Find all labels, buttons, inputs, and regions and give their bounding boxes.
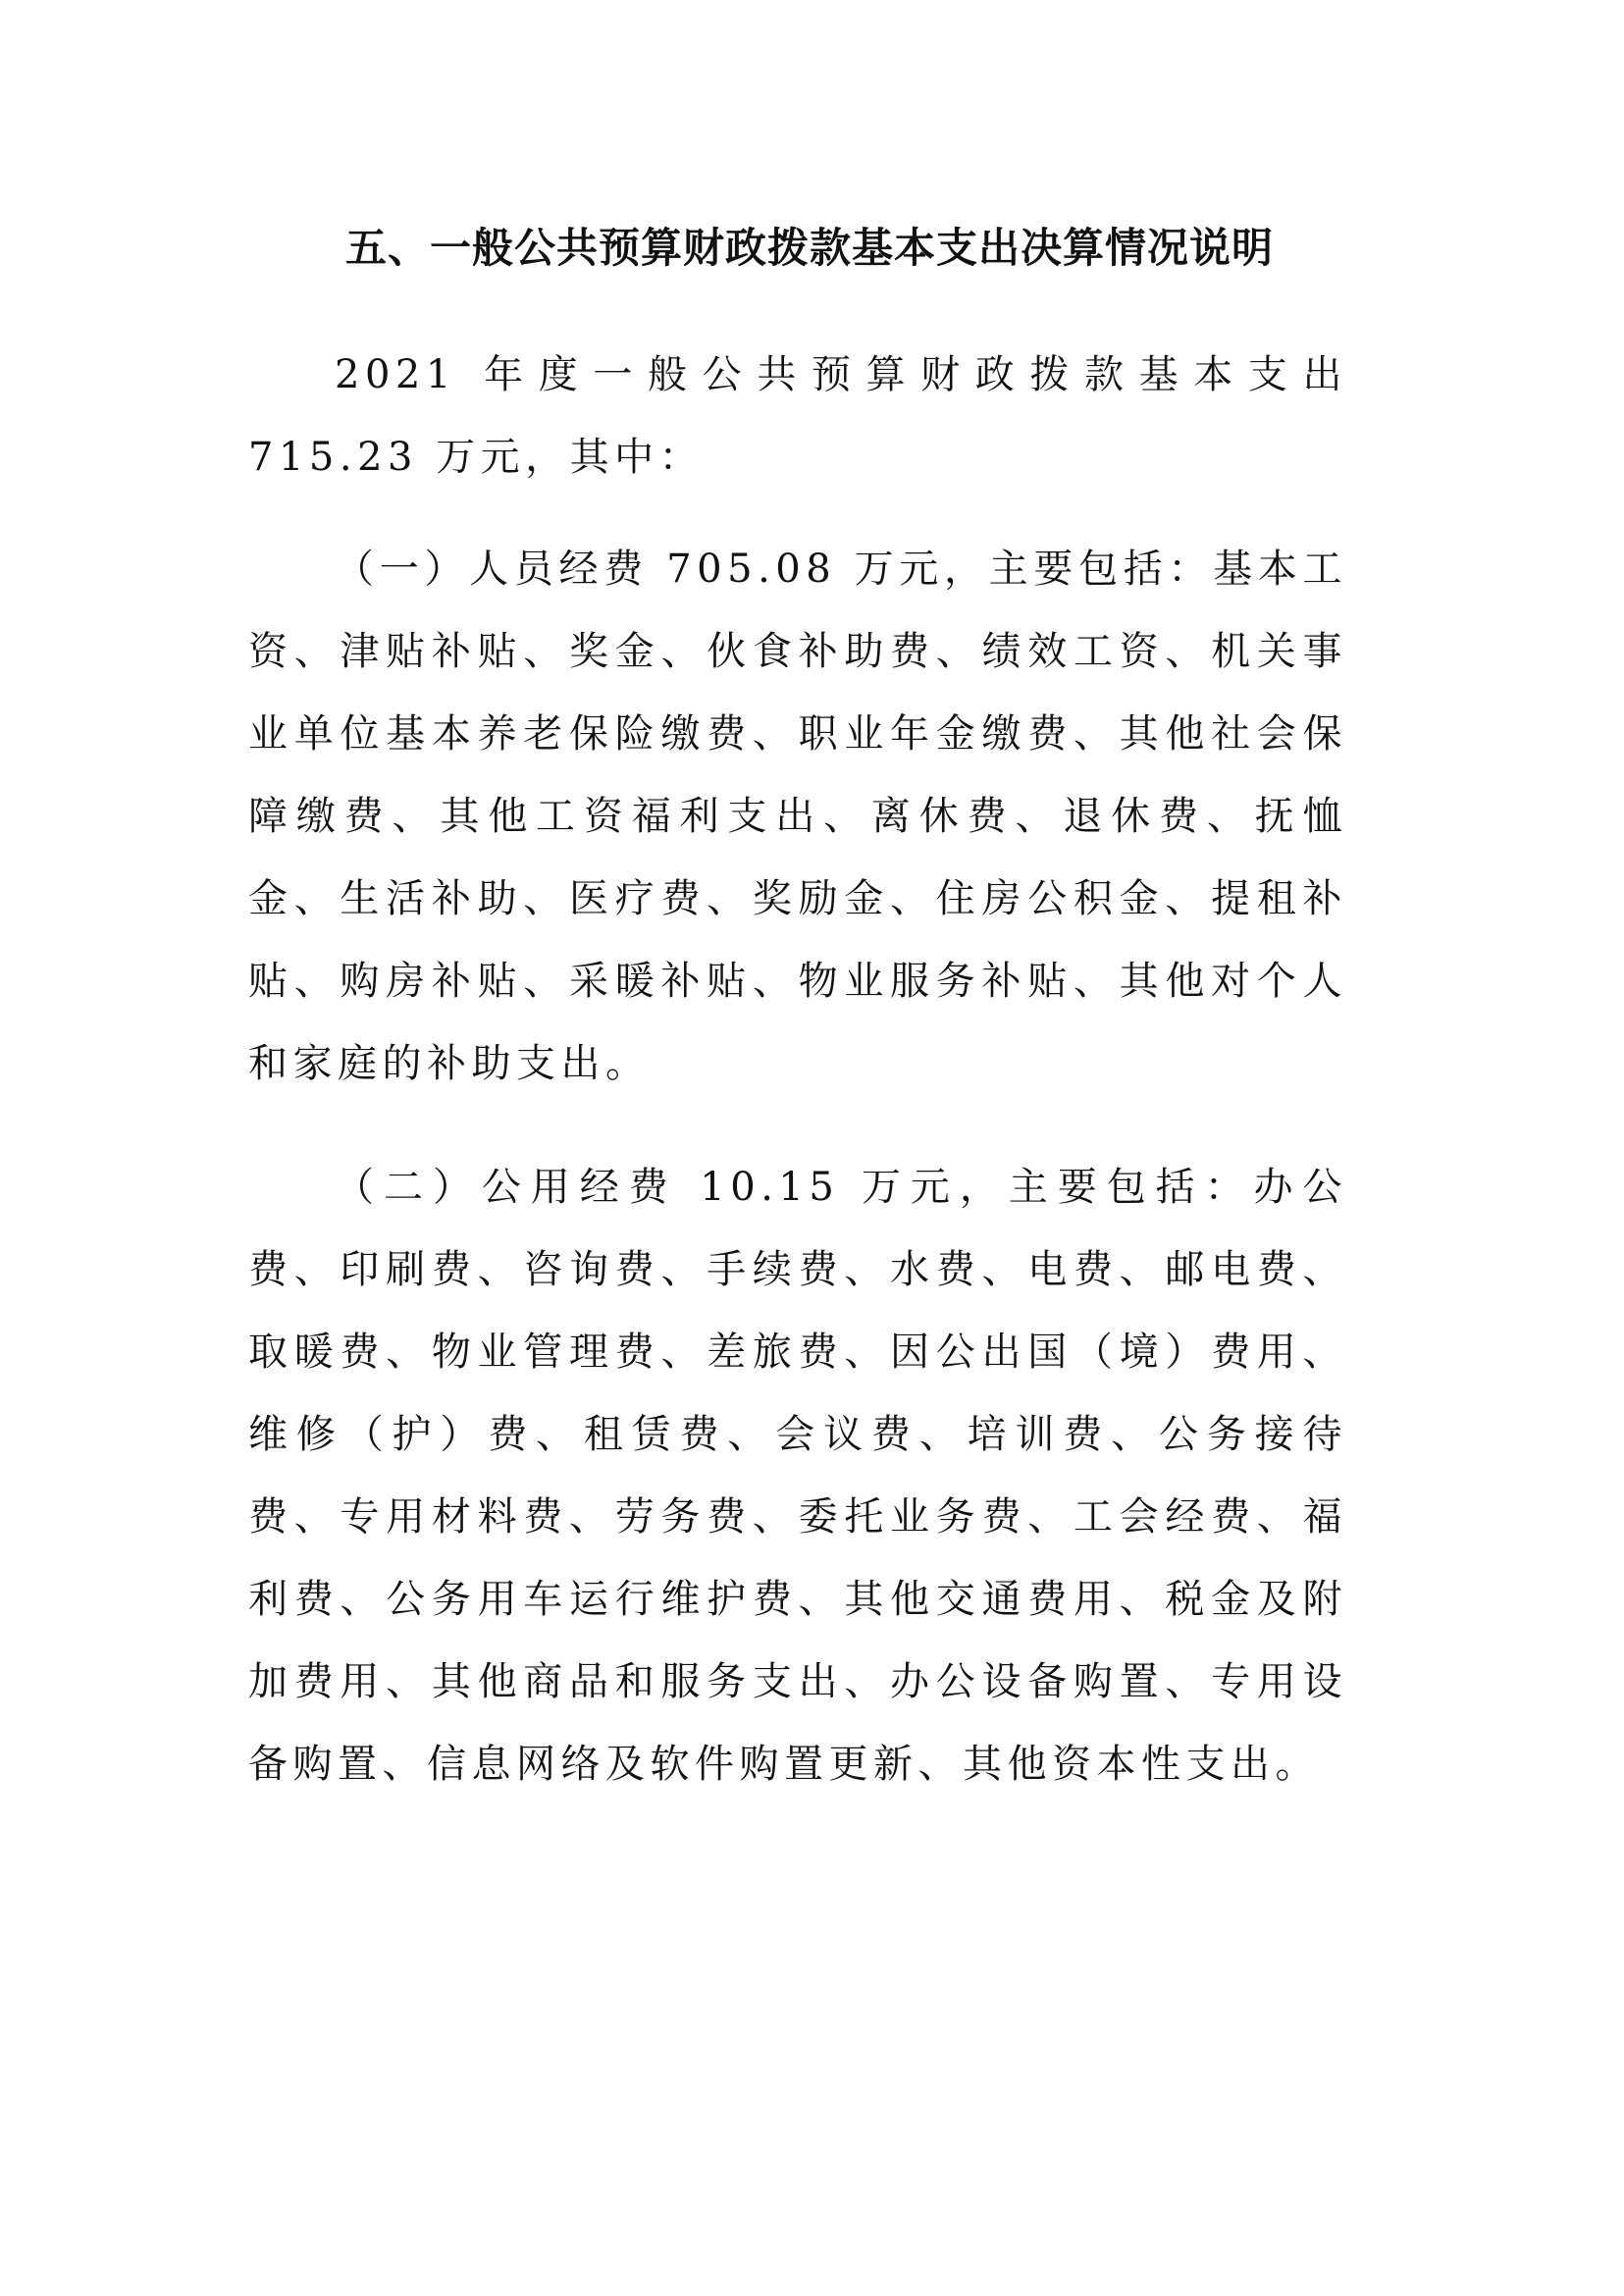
personnel-expenses-paragraph: （一）人员经费 705.08 万元，主要包括：基本工资、津贴补贴、奖金、伙食补助费、绩效工资、机关事业单位基本养老保险缴费、职业年金缴费、其他社会保障缴费、其他工资福利支出、离休费、退休费、抚恤金、生活补助、医疗费、奖励金、住房公积金、提租补贴、购房补贴、采暖补贴、物业服务补贴、其他对个人和家庭的补助支出。	[248, 547, 1347, 1086]
intro-paragraph: 2021 年度一般公共预算财政拨款基本支出 715.23 万元，其中：	[248, 352, 1347, 480]
public-expenses-paragraph: （二）公用经费 10.15 万元，主要包括：办公费、印刷费、咨询费、手续费、水费、电费、邮电费、取暖费、物业管理费、差旅费、因公出国（境）费用、维修（护）费、租赁费、会议费、培训费、公务接待费、专用材料费、劳务费、委托业务费、工会经费、福利费、公务用车运行维护费、其他交通费用、税金及附加费用、其他商品和服务支出、办公设备购置、专用设备购置、信息网络及软件购置更新、其他资本性支出。	[248, 1165, 1347, 1787]
section-title: 五、一般公共预算财政拨款基本支出决算情况说明	[344, 224, 1274, 272]
